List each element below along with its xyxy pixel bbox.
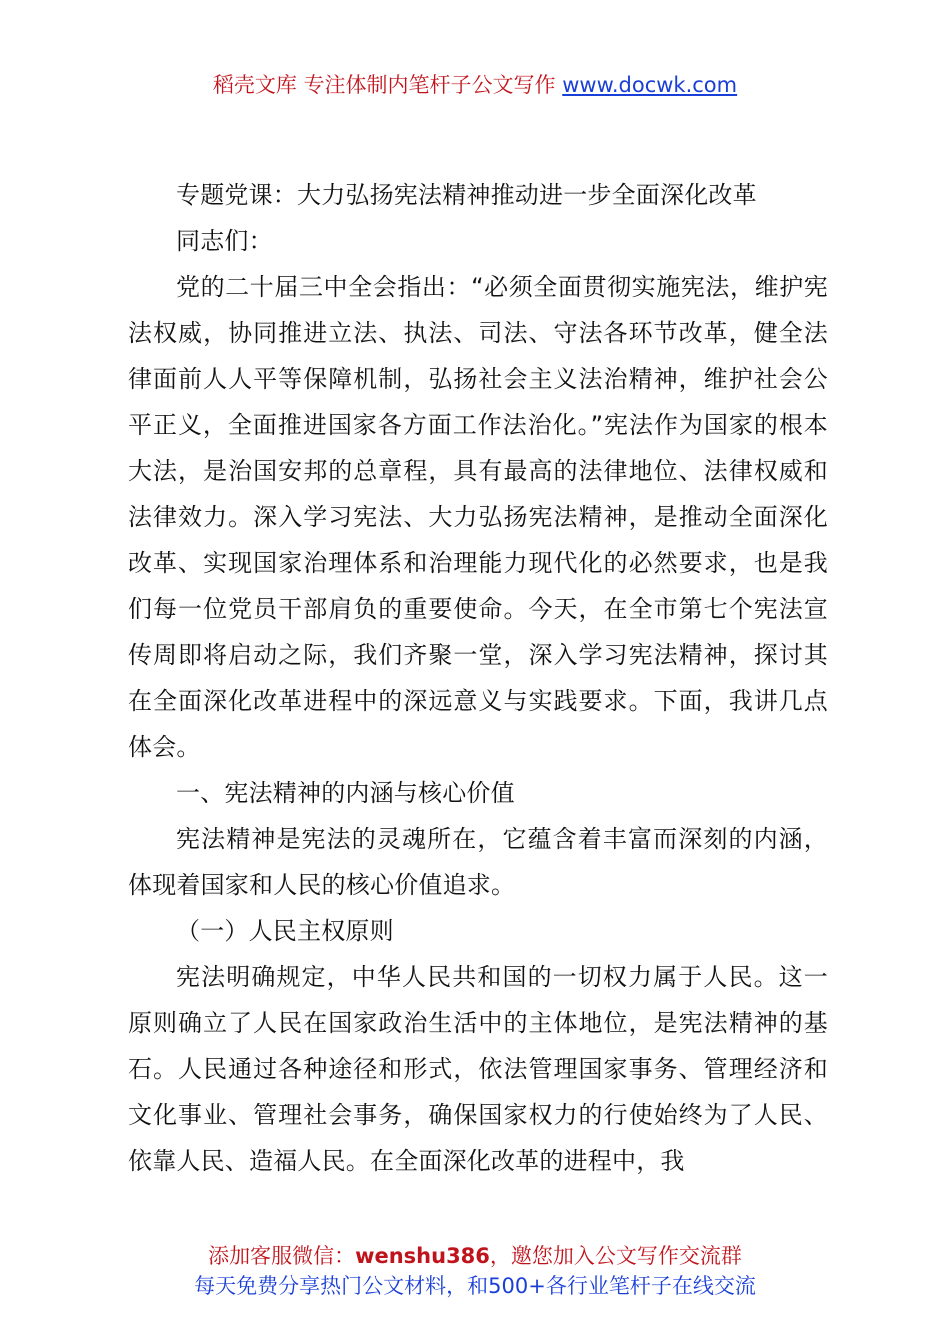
- section-1-intro: 宪法精神是宪法的灵魂所在，它蕴含着丰富而深刻的内涵，体现着国家和人民的核心价值追求。: [128, 825, 828, 899]
- salutation: 同志们：: [176, 227, 273, 255]
- site-tagline: 专注体制内笔杆子公文写作: [303, 73, 556, 97]
- document-body: [128, 172, 828, 1184]
- subsection-1-body: 宪法明确规定，中华人民共和国的一切权力属于人民。这一原则确立了人民在国家政治生活中的主体地位，是宪法精神的基石。人民通过各种途径和形式，依法管理国家事务、管理经济和文化事业、管理社会事务，确保国家权力的行使始终为了人民、依靠人民、造福人民。在全面深化改革的进程中，我: [128, 963, 828, 1175]
- footer-line-1: [0, 1241, 950, 1271]
- section-heading-1: 一、宪法精神的内涵与核心价值: [176, 779, 515, 807]
- footer-line-2: 每天免费分享热门公文材料，和500+各行业笔杆子在线交流: [194, 1274, 756, 1298]
- wechat-id: wenshu386: [355, 1244, 490, 1268]
- page-header: [0, 70, 950, 100]
- intro-paragraph: 党的二十届三中全会指出：“必须全面贯彻实施宪法，维护宪法权威，协同推进立法、执法、司法、守法各环节改革，健全法律面前人人平等保障机制，弘扬社会主义法治精神，维护社会公平正义，全面推进国家各方面工作法治化。”宪法作为国家的根本大法，是治国安邦的总章程，具有最高的法律地位、法律权威和法律效力。深入学习宪法、大力弘扬宪法精神，是推动全面深化改革、实现国家治理体系和治理能力现代化的必然要求，也是我们每一位党员干部肩负的重要使命。今天，在全市第七个宪法宣传周即将启动之际，我们齐聚一堂，深入学习宪法精神，探讨其在全面深化改革进程中的深远意义与实践要求。下面，我讲几点体会。: [128, 273, 828, 761]
- footer-suffix: ，邀您加入公文写作交流群: [489, 1244, 742, 1268]
- footer-prefix: 添加客服微信：: [208, 1244, 356, 1268]
- site-name: 稻壳文库: [212, 73, 297, 97]
- site-url-link[interactable]: www.docwk.com: [562, 73, 738, 97]
- subsection-heading-1: （一）人民主权原则: [176, 917, 394, 945]
- document-title: 专题党课：大力弘扬宪法精神推动进一步全面深化改革: [176, 181, 757, 209]
- page-footer: [0, 1241, 950, 1301]
